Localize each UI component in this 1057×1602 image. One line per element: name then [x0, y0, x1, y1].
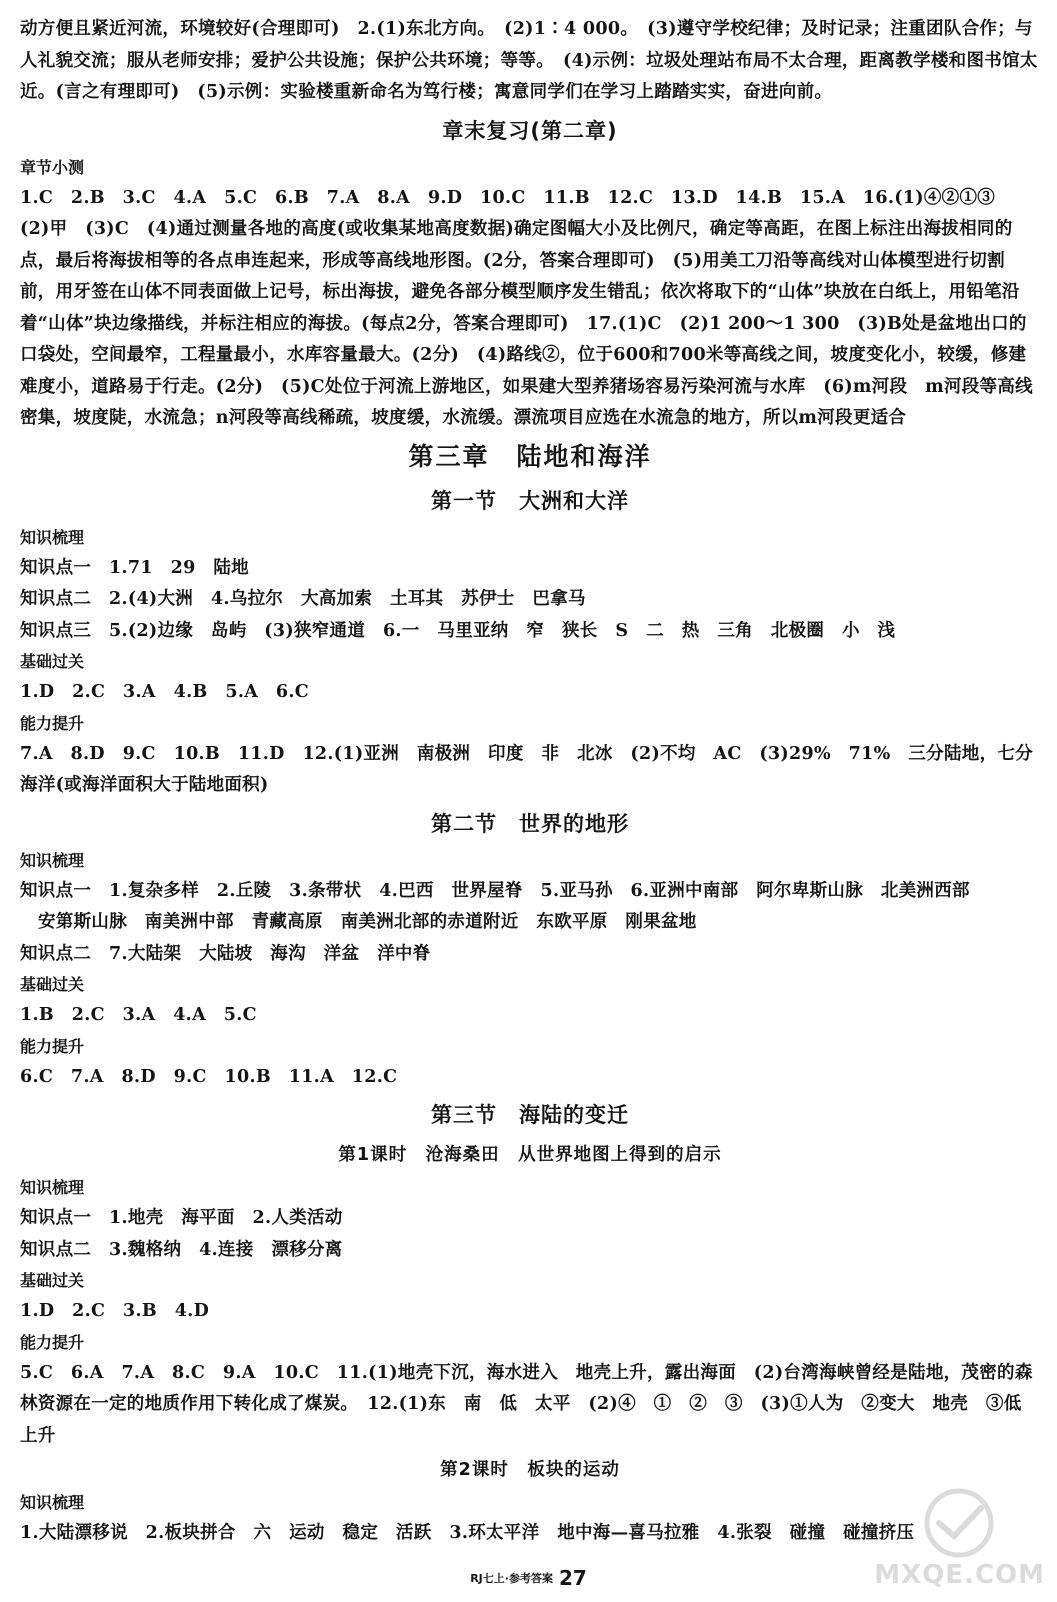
section2-title: 第二节 世界的地形 [431, 811, 629, 836]
section1-point3: 知识点三 5.(2)边缘 岛屿 (3)狭窄通道 6.一 马里亚纳 窄 狭长 S 二 热 三角 北极圈 小 浅 [20, 620, 896, 641]
lesson1-basic-answers: 1.D 2.C 3.B 4.D [20, 1301, 210, 1321]
section1-label-basic: 基础过关 [20, 652, 85, 671]
section1-point1: 知识点一 1.71 29 陆地 [20, 557, 249, 578]
section1-label-knowledge: 知识梳理 [20, 527, 85, 547]
section2-label-basic: 基础过关 [20, 975, 85, 994]
section1-title: 第一节 大洲和大洋 [431, 488, 629, 513]
review-label: 章节小测 [20, 157, 85, 177]
watermark-logo [874, 1478, 1049, 1598]
section1-point2: 知识点二 2.(4)大洲 4.乌拉尔 大高加索 土耳其 苏伊士 巴拿马 [20, 589, 586, 609]
lesson1-point2: 知识点二 3.魏格纳 4.连接 漂移分离 [20, 1239, 343, 1260]
section1-advanced-answers: 7.A 8.D 9.C 10.B 11.D 12.(1)亚洲 南极洲 印度 非 北冰 (2)不均 AC (3)29% 71% 三分陆地，七分海洋(或海洋面积大于陆地面积) [20, 743, 1033, 795]
continued-answer-paragraph: 动方便且紧近河流，环境较好(合理即可) 2.(1)东北方向。 (2)1∶4 000。 (3)遵守学校纪律；及时记录；注重团队合作；与人礼貌交流；服从老师安排；爱护公共设施；保护公共环境；等等。 (4)示例：垃圾处理站布局不太合理，距离教学楼和图书馆太近。(言之有理即可) (5)示例：实验楼重新命名为笃行楼；寓意同学们在学习上踏踏实实，奋进向前。 [20, 19, 1038, 102]
lesson1-advanced-answers: 5.C 6.A 7.A 8.C 9.A 10.C 11.(1)地壳下沉，海水进入 地壳上升，露出海面 (2)台湾海峡曾经是陆地，茂密的森林资源在一定的地质作用下转化成了煤炭。 12.(1)东 南 低 太平 (2)④ ① ② ③ (3)①人为 ②变大 地壳 ③低 上升 [20, 1362, 1040, 1446]
lesson2-title: 第2课时 板块的运动 [440, 1460, 620, 1480]
section2-label-advanced: 能力提升 [20, 1036, 85, 1056]
section1-basic-answers: 1.D 2.C 3.A 4.B 5.A 6.C [20, 682, 309, 702]
chapter-title: 第三章 陆地和海洋 [408, 441, 652, 471]
lesson1-label-advanced: 能力提升 [20, 1332, 85, 1352]
section2-advanced-answers: 6.C 7.A 8.D 9.C 10.B 11.A 12.C [20, 1066, 398, 1087]
section2-basic-answers: 1.B 2.C 3.A 4.A 5.C [20, 1005, 257, 1025]
lesson2-label-knowledge: 知识梳理 [20, 1493, 85, 1512]
lesson1-label-knowledge: 知识梳理 [20, 1178, 85, 1197]
review-title: 章末复习(第二章) [442, 118, 618, 143]
section2-label-knowledge: 知识梳理 [20, 850, 85, 870]
lesson1-title: 第1课时 沧海桑田 从世界地图上得到的启示 [338, 1145, 722, 1165]
section2-point1: 知识点一 1.复杂多样 2.丘陵 3.条带状 4.巴西 世界屋脊 5.亚马孙 6.亚洲中南部 阿尔卑斯山脉 北美洲西部 [20, 880, 970, 901]
footer-book-label: RJ七上·参考答案 [470, 1572, 553, 1585]
page-number: 27 [558, 1566, 587, 1590]
section1-label-advanced: 能力提升 [20, 713, 85, 733]
section2-point2: 知识点二 7.大陆架 大陆坡 海沟 洋盆 洋中脊 [20, 943, 431, 964]
section3-title: 第三节 海陆的变迁 [431, 1103, 629, 1127]
review-answers: 1.C 2.B 3.C 4.A 5.C 6.B 7.A 8.A 9.D 10.C 11.B 12.C 13.D 14.B 15.A 16.(1)④②①③ (2)甲 (3)C (4)通过测量各地的高度(或收集某地高度数据)确定图幅大小及比例尺，确定等高距，在图上标注出海拔相同的点，最后将海拔相等的各点串连起来，形成等高线地形图。(2分，答案合理即可) (5)用美工刀沿等高线对山体模型进行切割前，用牙签在山体不同表面做上记号，标出海拔，避免各部分模型顺序发生错乱；依次将取下的“山体”块放在白纸上，用铅笔沿着“山体”块边缘描线，并标注相应的海拔。(每点2分，答案合理即可) 17.(1)C (2)1 200～1 300 (3)B处是盆地出口的口袋处，空间最窄，工程量最小，水库容量最大。(2分) (4)路线②，位于600和700米等高线之间，坡度变化小，较缓，修建难度小，道路易于行走。(2分) (5)C处位于河流上游地区，如果建大型养猪场容易污染河流与水库 (6)m河段 m河段等高线密集，坡度陡，水流急；n河段等高线稀疏，坡度缓，水流缓。漂流项目应选在水流急的地方，所以m河段更适合 [20, 187, 1033, 428]
watermark-text: MXQE.COM [874, 1560, 1045, 1590]
answer-page [20, 14, 1040, 1550]
lesson2-answers: 1.大陆漂移说 2.板块拼合 六 运动 稳定 活跃 3.环太平洋 地中海—喜马拉雅 4.张裂 碰撞 碰撞挤压 [20, 1523, 915, 1543]
section2-point1-cont: 安第斯山脉 南美洲中部 青藏高原 南美洲北部的赤道附近 东欧平原 刚果盆地 [38, 912, 697, 932]
lesson1-label-basic: 基础过关 [20, 1271, 85, 1290]
lesson1-point1: 知识点一 1.地壳 海平面 2.人类活动 [20, 1208, 343, 1228]
